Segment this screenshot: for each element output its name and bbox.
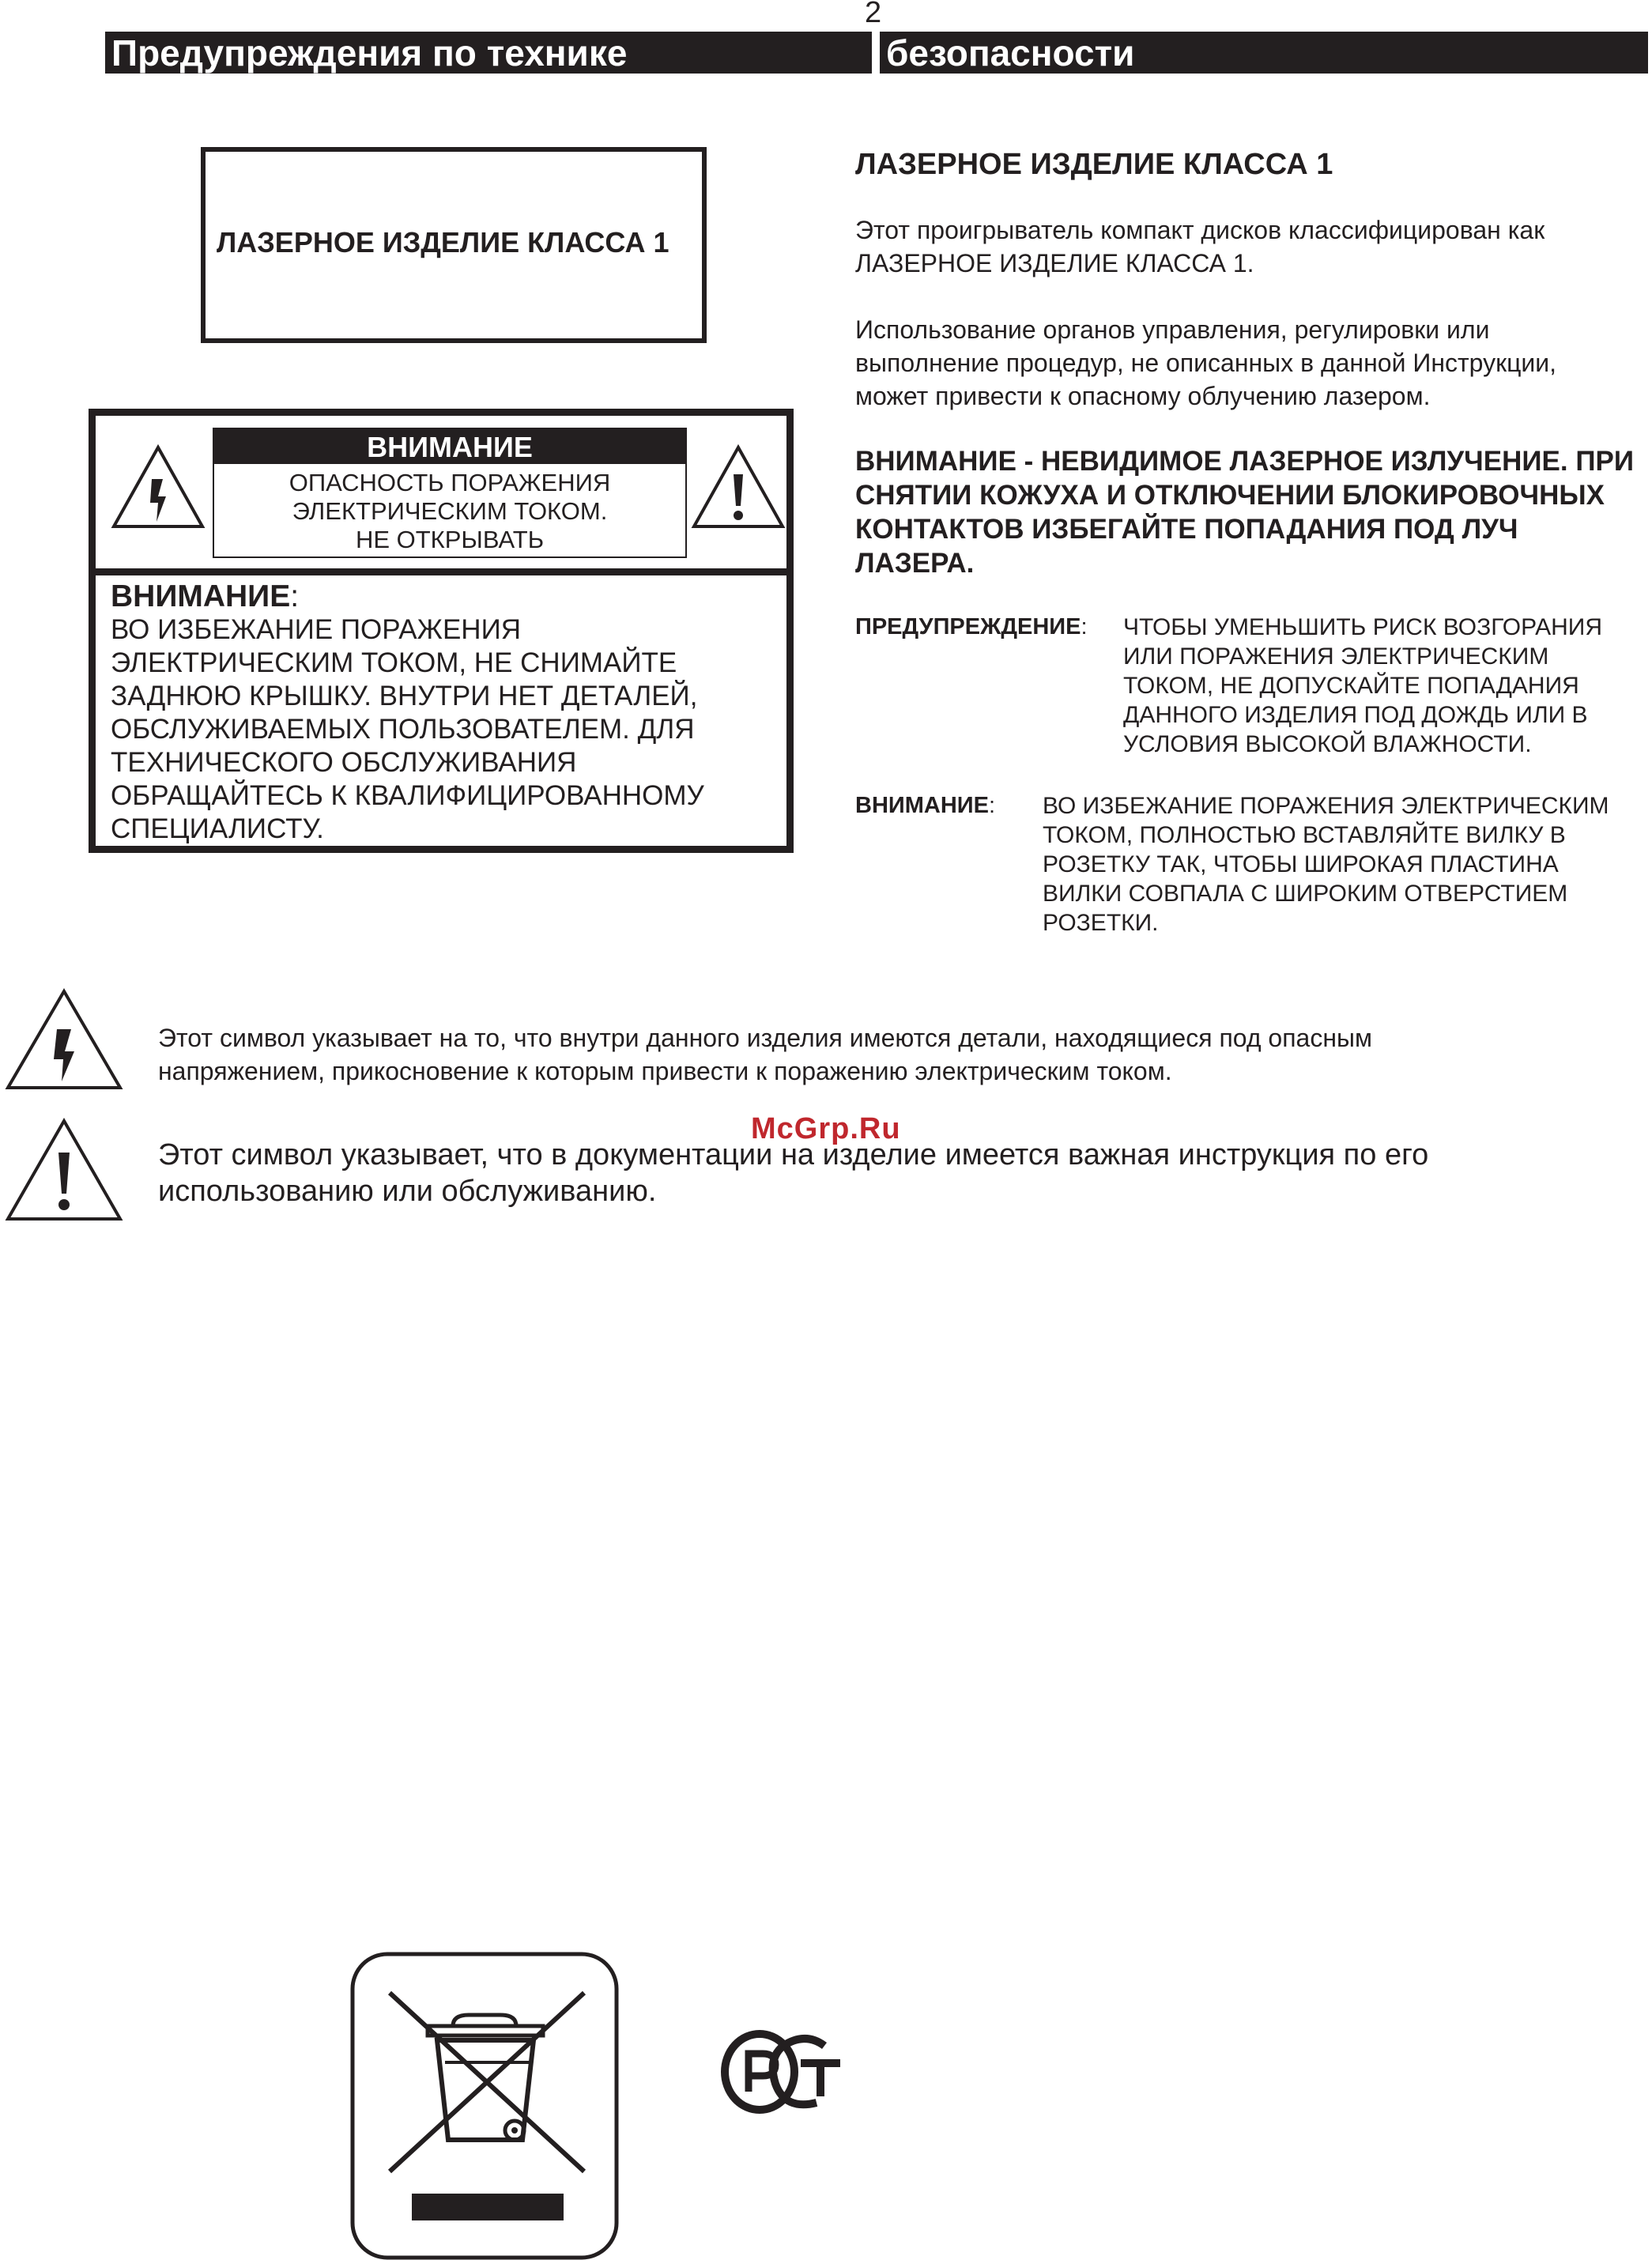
exclamation-warning-icon [691, 444, 786, 531]
controls-paragraph: Использование органов управления, регулировки или выполнение процедур, не описанных в данной Инструкции, может привести к опасному облучению лазером. [855, 315, 1557, 410]
caution-inner-line-1: ОПАСНОСТЬ ПОРАЖЕНИЯ [289, 469, 611, 496]
exclamation-symbol-icon [5, 1118, 123, 1222]
attention-text: ВО ИЗБЕЖАНИЕ ПОРАЖЕНИЯ ЭЛЕКТРИЧЕСКИМ ТОКОМ, ПОЛНОСТЬЮ ВСТАВЛЯЙТЕ ВИЛКУ В РОЗЕТКУ ТАК, ЧТОБЫ ШИРОКАЯ ПЛАСТИНА ВИЛКИ СОВПАЛА С ШИРОКИМ ОТВЕРСТИЕМ РОЗЕТКИ. [1043, 793, 1609, 936]
warning-text: ЧТОБЫ УМЕНЬШИТЬ РИСК ВОЗГОРАНИЯ ИЛИ ПОРАЖЕНИЯ ЭЛЕКТРИЧЕСКИМ ТОКОМ, НЕ ДОПУСКАЙТЕ ПОПАДАНИЯ ДАННОГО ИЗДЕЛИЯ ПОД ДОЖДЬ ИЛИ В УСЛОВИЯ ВЫСОКОЙ ВЛАЖНОСТИ. [1123, 614, 1603, 757]
laser-product-label-text: ЛАЗЕРНОЕ ИЗДЕЛИЕ КЛАССА 1 [217, 226, 669, 258]
lightning-symbol-icon [5, 988, 123, 1091]
caution-inner-line-2: ЭЛЕКТРИЧЕСКИМ ТОКОМ. [292, 497, 608, 525]
exclamation-symbol-description: Этот символ указывает, что в документации на изделие имеется важная инструкция по его использованию или обслуживанию. [158, 1138, 1429, 1208]
watermark: McGrp.Ru [751, 1112, 901, 1145]
laser-class-paragraph: Этот проигрыватель компакт дисков классифицирован как ЛАЗЕРНОЕ ИЗДЕЛИЕ КЛАССА 1. [855, 216, 1545, 277]
caution-label-divider [89, 568, 794, 575]
pct-certification-mark-icon [722, 2028, 848, 2115]
lightning-symbol-description: Этот символ указывает на то, что внутри данного изделия имеются детали, находящиеся под опасным напряжением, прикосновение к которым привести к поражению электрическим током. [158, 1024, 1373, 1085]
attention-label: ВНИМАНИЕ: [855, 793, 996, 818]
caution-inner-line-3: НЕ ОТКРЫВАТЬ [355, 526, 545, 553]
section-header-right: безопасности [880, 32, 1648, 74]
lightning-warning-icon [111, 444, 206, 531]
warning-label: ПРЕДУПРЕЖДЕНИЕ: [855, 614, 1088, 640]
invisible-laser-warning: ВНИМАНИЕ - НЕВИДИМОЕ ЛАЗЕРНОЕ ИЗЛУЧЕНИЕ. ПРИ СНЯТИИ КОЖУХА И ОТКЛЮЧЕНИИ БЛОКИРОВОЧНЫХ КОНТАКТОВ ИЗБЕГАЙТЕ ПОПАДАНИЯ ПОД ЛУЧ ЛАЗЕРА. [855, 446, 1634, 579]
caution-title: ВНИМАНИЕ: [111, 579, 300, 613]
caution-body-text: ВО ИЗБЕЖАНИЕ ПОРАЖЕНИЯ ЭЛЕКТРИЧЕСКИМ ТОКОМ, НЕ СНИМАЙТЕ ЗАДНЮЮ КРЫШКУ. ВНУТРИ НЕТ ДЕТАЛЕЙ, ОБСЛУЖИВАЕМЫХ ПОЛЬЗОВАТЕЛЕМ. ДЛЯ ТЕХНИЧЕСКОГО ОБСЛУЖИВАНИЯ ОБРАЩАЙТЕСЬ К КВАЛИФИЦИРОВАННОМУ СПЕЦИАЛИСТУ. [111, 614, 704, 844]
caution-inner-heading: ВНИМАНИЕ [214, 429, 685, 464]
page-number: 2 [865, 0, 882, 29]
laser-class-title: ЛАЗЕРНОЕ ИЗДЕЛИЕ КЛАССА 1 [855, 148, 1333, 181]
crossed-out-wheelie-bin-icon [350, 1952, 619, 2260]
section-header-left: Предупреждения по технике [105, 32, 872, 74]
